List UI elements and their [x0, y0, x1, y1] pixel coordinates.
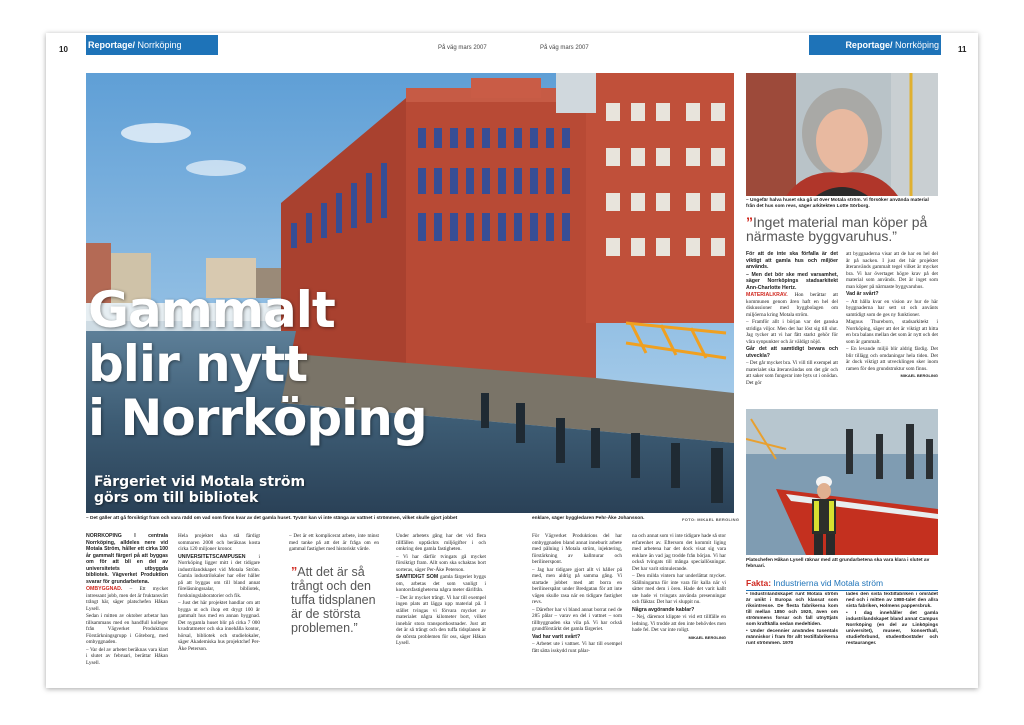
worker-photo-caption: Platschefen Håkan Lysell räknar med att grundarbetena ska vara klara i slutet av februari. [746, 558, 930, 569]
paragraph-text: – Just det här projektet handlar om att bygga ut och ihop ett drygt 100 år gammalt hus med en annan byggnad. Det nygamla huset blir på cirka 7 000 kvadratmeter och ska innehålla kontor, hörsal, bibliotek och studielokaler, säger Akademiska hus projektchef Per-Åke Peterson. [178, 600, 260, 652]
body-paragraph [846, 346, 938, 372]
fakta-heading [746, 578, 938, 588]
portrait-illustration [746, 73, 938, 196]
paragraph-text: – Den milda vintern har underlättat mycket. Ställningarna för inte vara för kalla när vi sätter med dem i ören. Hade det varit kallt ute hade vi tvingats använda presenningar och fläktar. Det har vi sluppit nu. [632, 573, 726, 605]
body-paragraph [746, 251, 838, 271]
paragraph-text: – Vi har därför tvingats gå mycket försiktigt fram. Allt som ska schaktas bort sorteras, säger Per-Åke Peterson. [396, 553, 486, 573]
paragraph-text: – Arbetet ute i vattnet. Vi har till exempel fått sätta isskydd runt pålar- [532, 641, 622, 654]
left-dateline: På väg mars 2007 [438, 45, 487, 51]
paragraph-bold-text: Vad är svårt? [846, 291, 879, 297]
body-paragraph [532, 567, 622, 606]
right-subsection-label: Norrköping [894, 40, 939, 50]
body-paragraph [532, 634, 622, 641]
body-paragraph [86, 586, 168, 612]
paragraph-text: Sedan i mitten av oktober arbetar han tillsammans med en handfull kolleger från Vägverket Produktions Förstärkningsgrupp i Göteborg, med ombyggnaden. [86, 613, 168, 645]
right-section-header [809, 35, 941, 55]
left-page-number: 10 [59, 45, 68, 54]
pull-quote-mark: ” [746, 214, 753, 230]
body-paragraph [632, 573, 726, 606]
body-paragraph [86, 647, 168, 667]
body-column-6 [632, 533, 726, 683]
pull-quote-mark: ” [291, 565, 298, 579]
paragraph-text: Hon berättar att kommunen genom åren haft en hel del diskussioner med byggbolagen om miljöerna kring Motala ström. [746, 292, 838, 318]
left-section-label: Reportage/ [88, 40, 136, 50]
paragraph-text: För Vägverket Produktions del har ombyggnaden bland annat inneburit arbete med pålning i Motala ström, injektering, förstärkning av kallmurar och berilinerspont. [532, 533, 622, 565]
paragraph-text: – Ett mycket intressant jobb, men det är fruktansvärt trångt här, säger platschefen Håkan Lysell. [86, 586, 168, 612]
paragraph-bold-text: I centrala Norrköping, alldeles nere vid Motala Ström, håller ett cirka 100 år gammalt färgeri på att byggas om för att bli en del av universitetets utbyggda bibliotek. Vägverket Produktion svarar för grundarbetena. [86, 533, 168, 585]
paragraph-text: Hela projektet ska stå färdigt sommaren 2008 och beräknas kosta cirka 120 miljoner kronor. [178, 533, 260, 552]
body-paragraph [289, 533, 379, 553]
worker-illustration [746, 409, 938, 555]
fakta-title: Industrierna vid Motala ström [773, 578, 884, 588]
architect-portrait-photo [746, 73, 938, 196]
architect-pull-quote [746, 215, 938, 243]
body-paragraph [846, 373, 938, 380]
body-paragraph [86, 533, 168, 585]
paragraph-text: – Nej, däremot klippte vi vid ett tillfälle en ledning. Vi trodde att den inte behövdes men hade fel. Det var inte roligt. [632, 614, 726, 633]
body-paragraph [846, 291, 938, 298]
paragraph-bold-text: Några avgörande kablar? [632, 606, 695, 613]
body-paragraph [746, 319, 838, 345]
body-paragraph [746, 292, 838, 318]
pull-quote-text: Inget material man köper på närmaste byggvaruhus.” [746, 214, 928, 244]
body-column-5 [532, 533, 622, 683]
left-subsection-label: Norrköping [137, 40, 182, 50]
magazine-spread [46, 33, 978, 688]
paragraph-text: – Det är ett komplicerat arbete, inte minst med tanke på att det är fråga om en gammal fastighet med historiskt värde. [289, 533, 379, 552]
paragraph-text: – Därefter har vi bland annat borrat ned de 285 pålar – varav en del i vattnet – som tillbyggnaden ska vila på. Vi har också grundförstärkt det gamla färgeriet. [532, 606, 622, 632]
portrait-caption: – Ungefär halva huset ska gå ut över Motala ström. Vi försöker använda material från det hus som revs, säger arkitekten Lotte Sörborg. [746, 198, 929, 209]
article-subheadline: Färgeriet vid Motala ström görs om till bibliotek [94, 474, 306, 506]
site-manager-photo [746, 409, 938, 555]
body-paragraph [746, 272, 838, 292]
paragraph-text: – Framför allt i början var det ganska stridiga viljor. Men det har löst sig till slut. Jag tycker att vi har fått starkt gehör för våra synpunkter och är väldigt nöjd. [746, 319, 838, 345]
paragraph-text: na och annat som vi inte tidigare hade så stor erfarenhet av. Eftersom det kommit liging med arbetena har det dock visat sig vara enklare än vad jag trodde från början. Vi har också tvingats till många speciallösningar. Det har varit stimulerande. [632, 533, 726, 572]
site-manager-pull-quote [291, 565, 383, 635]
body-paragraph [746, 346, 838, 359]
paragraph-lead: MATERIALKRAV. [746, 292, 795, 298]
fakta-column-left [746, 592, 838, 672]
body-paragraph [532, 533, 622, 566]
body-paragraph [396, 574, 486, 594]
paragraph-lead: SAMTIDIGT SOM [396, 574, 441, 580]
paragraph-bold-text: För att de inte ska förfalla är det viktigt att gamla hus och miljöer används. [746, 251, 838, 270]
paragraph-text: Magnus Thureborn, stadsarkitekt i Norrköping, säger att det är viktigt att hitta en bra balans mellan det som är nytt och det som är gammalt. [846, 319, 938, 345]
headline-line-2: blir nytt [88, 335, 308, 393]
paragraph-bold-text: Går det att samtidigt bevara och utveckla? [746, 346, 838, 359]
body-column-3 [289, 533, 379, 563]
body-paragraph [178, 554, 260, 600]
right-section-label: Reportage/ [845, 40, 893, 50]
body-paragraph [396, 554, 486, 574]
paragraph-text: – Att hålla kvar en vision av hur de här byggnaderna har sett ut och använts samtidigt som de ges ny funktioner. [846, 298, 938, 318]
right-page-number: 11 [958, 45, 967, 54]
paragraph-lead: OMBYGGNAD. [86, 586, 130, 592]
paragraph-text: gamla färgeriet byggs om, arbetas det som vanligt i kontorsfastigheterna några meter därifrån. [396, 574, 486, 593]
paragraph-bold-text: – Men det bör ske med varsamhet, säger Norrköpings stadsarkitekt Ann-Charlotte Hertz. [746, 271, 838, 291]
body-column-1 [86, 533, 168, 683]
paragraph-lead: NORRKÖPING [86, 533, 135, 539]
fakta-item: • Under decennier användes tusentals människor i fram för allt textilfabrikerna runt strömmen. 1970 [746, 629, 838, 646]
left-section-header [86, 35, 218, 55]
paragraph-text: – Det är mycket trångt. Vi har till exempel ingen plats att lägga upp material på. I stället tvingas vi förvara mycket av materialet några kilometer bort, vilket innebär stora transportkostnader. Just att det är så trångt och den tuffa tidsplanen är de största problemen för oss, säger Håkan Lysell. [396, 594, 486, 646]
paragraph-text: – Jag har tidigare gjort allt vi håller på med, men aldrig på samma gång. Vi startade jobbet med att borra en berilinerspånt under Bredgatan för att inte vägen skulle rasa när en tidigare fastighet revs. [532, 566, 622, 605]
body-paragraph [846, 319, 938, 345]
author-byline: MIKAEL BERGLING [900, 373, 938, 378]
body-paragraph [396, 533, 486, 553]
body-column-2 [178, 533, 260, 683]
author-byline: MIKAEL BERGLING [688, 634, 726, 640]
paragraph-text: i Norrköping ligger mitt i det tidigare industrilandskapet vid Motala Ström. Gamla industrilokaler har eller håller på att byggas om till bland annat föreläsningssalar, bibliotek, forskningslaboratorier och fik. [178, 553, 260, 599]
headline-line-3: i Norrköping [88, 389, 427, 447]
hero-caption: – Det gäller att gå försiktigt fram och vara rädd om vad som finns kvar av det gamla huset. Tyvärr kan vi inte stänga av vattnet i strömmen, vilket skulle gjort jobbet [86, 516, 458, 521]
paragraph-text: – En levande miljö blir aldrig färdig. Det blir tillägg och omdaningar hela tiden. Det är dock viktigt att utvecklingen sker inom ramen för den grundstruktur som finns. [846, 346, 938, 372]
right-dateline: På väg mars 2007 [540, 45, 589, 51]
fakta-item: • I dag innehåller det gamla industrilandskapet bland annat Campus Norrköping (en del av Linköpings universitet), museer, konserthall, studieförbund, studentbostäder och restauranger. [846, 611, 938, 646]
body-paragraph [632, 614, 726, 634]
headline-line-1: Gammalt [88, 281, 335, 339]
body-paragraph [846, 251, 938, 290]
body-paragraph [86, 613, 168, 646]
body-paragraph [846, 299, 938, 319]
body-paragraph [532, 641, 622, 654]
paragraph-text: – Det går mycket bra. Vi vill till exempel att materialet ska återanvändas om det går och att saker som fungerar inte byts ut i onödan. Det gör [746, 360, 838, 386]
body-paragraph [632, 607, 726, 614]
paragraph-lead: UNIVERSITETSCAMPUSEN [178, 553, 259, 560]
fakta-column-right [846, 592, 938, 672]
body-paragraph [632, 635, 726, 642]
photo-credit: FOTO: MIKAEL BERGLING [682, 517, 740, 522]
fakta-box [746, 578, 938, 646]
hero-caption-continued: enklare, säger byggledaren Pehr-Åke Johansson. [532, 516, 645, 521]
paragraph-text: Under arbetets gång har det vid flera tillfällen upptäckts miljögifter i och omkring den gamla fastigheten. [396, 533, 486, 552]
pull-quote-text: Att det är så trångt och den tuffa tidsplanen är de största problemen.” [291, 565, 376, 635]
paragraph-text: att byggnaderna visar att de har en hel del år på nacken. I just det här projektet återanvänds gammalt tegel vilket är mycket bra. Vi har övertaget högre krav på det material som används. Det är inget som man köper på närmaste byggvaruhus. [846, 251, 938, 290]
body-paragraph [532, 607, 622, 633]
article-headline [88, 283, 427, 445]
body-paragraph [746, 360, 838, 386]
body-column-4 [396, 533, 486, 683]
body-paragraph [178, 600, 260, 652]
body-column-7 [746, 251, 838, 407]
body-paragraph [178, 533, 260, 553]
body-paragraph [632, 533, 726, 572]
paragraph-text: – Var del av arbetet beräknas vara klart i slutet av februari, berättar Håkan Lysell. [86, 646, 168, 666]
paragraph-bold-text: Vad har varit svårt? [532, 633, 581, 640]
fakta-item: lades den sista textilfabriken i området ned och i mitten av 1980-talet den allra sista fabriken, Holmens pappersbruk. [846, 592, 938, 609]
fakta-item: • Industrilandskapet runt Motala ström är unikt i Europa och klassat som riksintresse. De flesta fabrikerna kom till mellan 1850 och 1920, även om strömmens forsar och fall utnyttjats som kraftkälla sedan medeltiden. [746, 592, 838, 627]
body-paragraph [396, 595, 486, 647]
body-column-8 [846, 251, 938, 407]
fakta-label: Fakta: [746, 578, 772, 588]
